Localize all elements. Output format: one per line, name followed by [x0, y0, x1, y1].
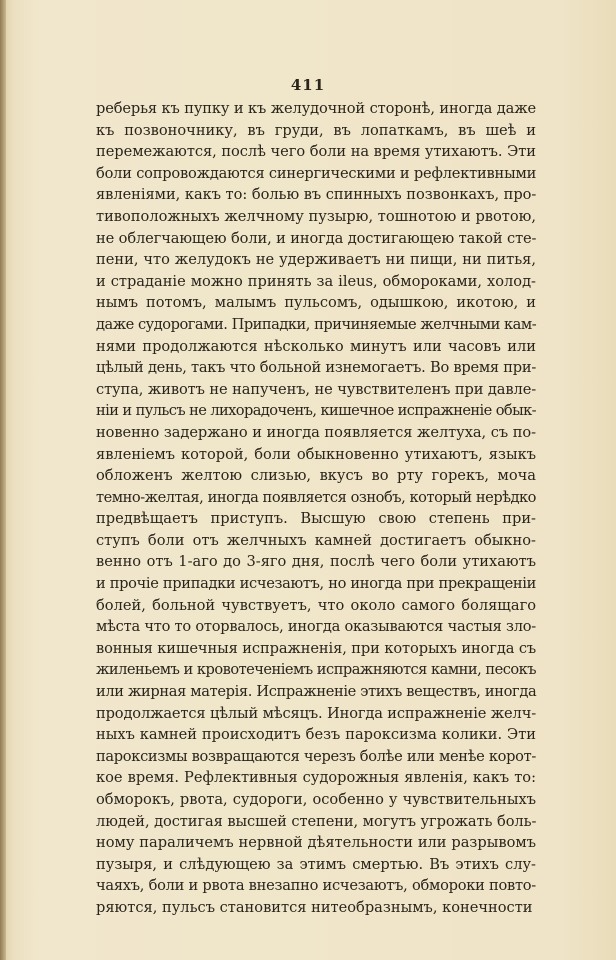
text-line: пароксизмы возвращаются черезъ болѣе или менѣе корот- [96, 747, 536, 765]
text-line: пузыря, и слѣдующею за этимъ смертью. Въ этихъ слу- [96, 855, 536, 873]
text-line: ніи и пульсъ не лихорадоченъ, кишечное испражненіе обык- [96, 402, 537, 420]
text-line: жиленьемъ и кровотеченіемъ испражняются камни, песокъ [96, 661, 537, 679]
text-line: болей, больной чувствуетъ, что около самого болящаго [96, 596, 536, 614]
text-line: явленіями, какъ то: болью въ спинныхъ позвонкахъ, про- [96, 186, 537, 204]
text-line: чаяхъ, боли и рвота внезапно исчезаютъ, обмороки повто- [96, 877, 536, 895]
text-line: обморокъ, рвота, судороги, особенно у чувствительныхъ [96, 791, 536, 808]
text-line: явленіемъ которой, боли обыкновенно утихаютъ, языкъ [96, 445, 536, 463]
text-line: ступъ боли отъ желчныхъ камней достигаетъ обыкно- [96, 531, 536, 549]
text-line: нымъ потомъ, малымъ пульсомъ, одышкою, икотою, и [96, 294, 536, 312]
text-line: тивоположныхъ желчному пузырю, тошнотою и рвотою, [96, 207, 536, 225]
text-line: людей, достигая высшей степени, могутъ угрожать боль- [96, 812, 537, 830]
text-line: кое время. Рефлективныя судорожныя явленія, какъ то: [96, 769, 536, 787]
text-line: и страданіе можно принять за ileus, обмороками, холод- [96, 272, 536, 290]
text-line: къ позвоночнику, въ груди, въ лопаткамъ, въ шеѣ и [96, 121, 536, 139]
text-line: перемежаются, послѣ чего боли на время утихаютъ. Эти [96, 143, 536, 161]
text-line: цѣлый день, такъ что больной изнемогаетъ. Во время при- [96, 359, 536, 377]
text-line: продолжается цѣлый мѣсяцъ. Иногда испражненіе желч- [96, 704, 536, 722]
text-line: ряются, пульсъ становится нитеобразнымъ, конечности [96, 898, 533, 916]
text-line: и прочіе припадки исчезаютъ, но иногда при прекращеніи [96, 575, 536, 593]
text-line: темно-желтая, иногда появляется ознобъ, который нерѣдко [96, 488, 536, 506]
text-line: предвѣщаетъ приступъ. Высшую свою степень при- [96, 510, 536, 528]
text-line: венно отъ 1-аго до 3-яго дня, послѣ чего боли утихаютъ [96, 553, 536, 571]
text-line: нями продолжаются нѣсколько минутъ или часовъ или [96, 337, 536, 355]
text-line: ступа, животъ не напученъ, не чувствителенъ при давле- [96, 380, 537, 398]
text-line: или жирная матерія. Испражненіе этихъ веществъ, иногда [96, 683, 537, 701]
text-line: не облегчающею боли, и иногда достигающею такой сте- [96, 229, 537, 247]
text-line: обложенъ желтою слизью, вкусъ во рту горекъ, моча [96, 467, 536, 485]
text-line: ныхъ камней происходитъ безъ пароксизма колики. Эти [96, 726, 536, 744]
page-spine-edge [0, 0, 6, 960]
page-number: 411 [290, 76, 326, 94]
text-line: боли сопровождаются синергическими и рефлективными [96, 164, 537, 182]
text-line: пени, что желудокъ не удерживаетъ ни пищи, ни питья, [96, 251, 536, 269]
text-line: мѣста что то оторвалось, иногда оказываются частыя зло- [96, 618, 536, 636]
text-line: реберья къ пупку и къ желудочной сторонѣ, иногда даже [96, 100, 536, 117]
text-line: вонныя кишечныя испражненія, при которыхъ иногда съ [96, 639, 537, 657]
text-line: новенно задержано и иногда появляется желтуха, съ по- [96, 423, 536, 441]
body-text [96, 98, 536, 919]
text-line: даже судорогами. Припадки, причиняемые желчными кам- [96, 315, 537, 333]
text-line: ному параличемъ нервной дѣятельности или разрывомъ [96, 834, 536, 852]
